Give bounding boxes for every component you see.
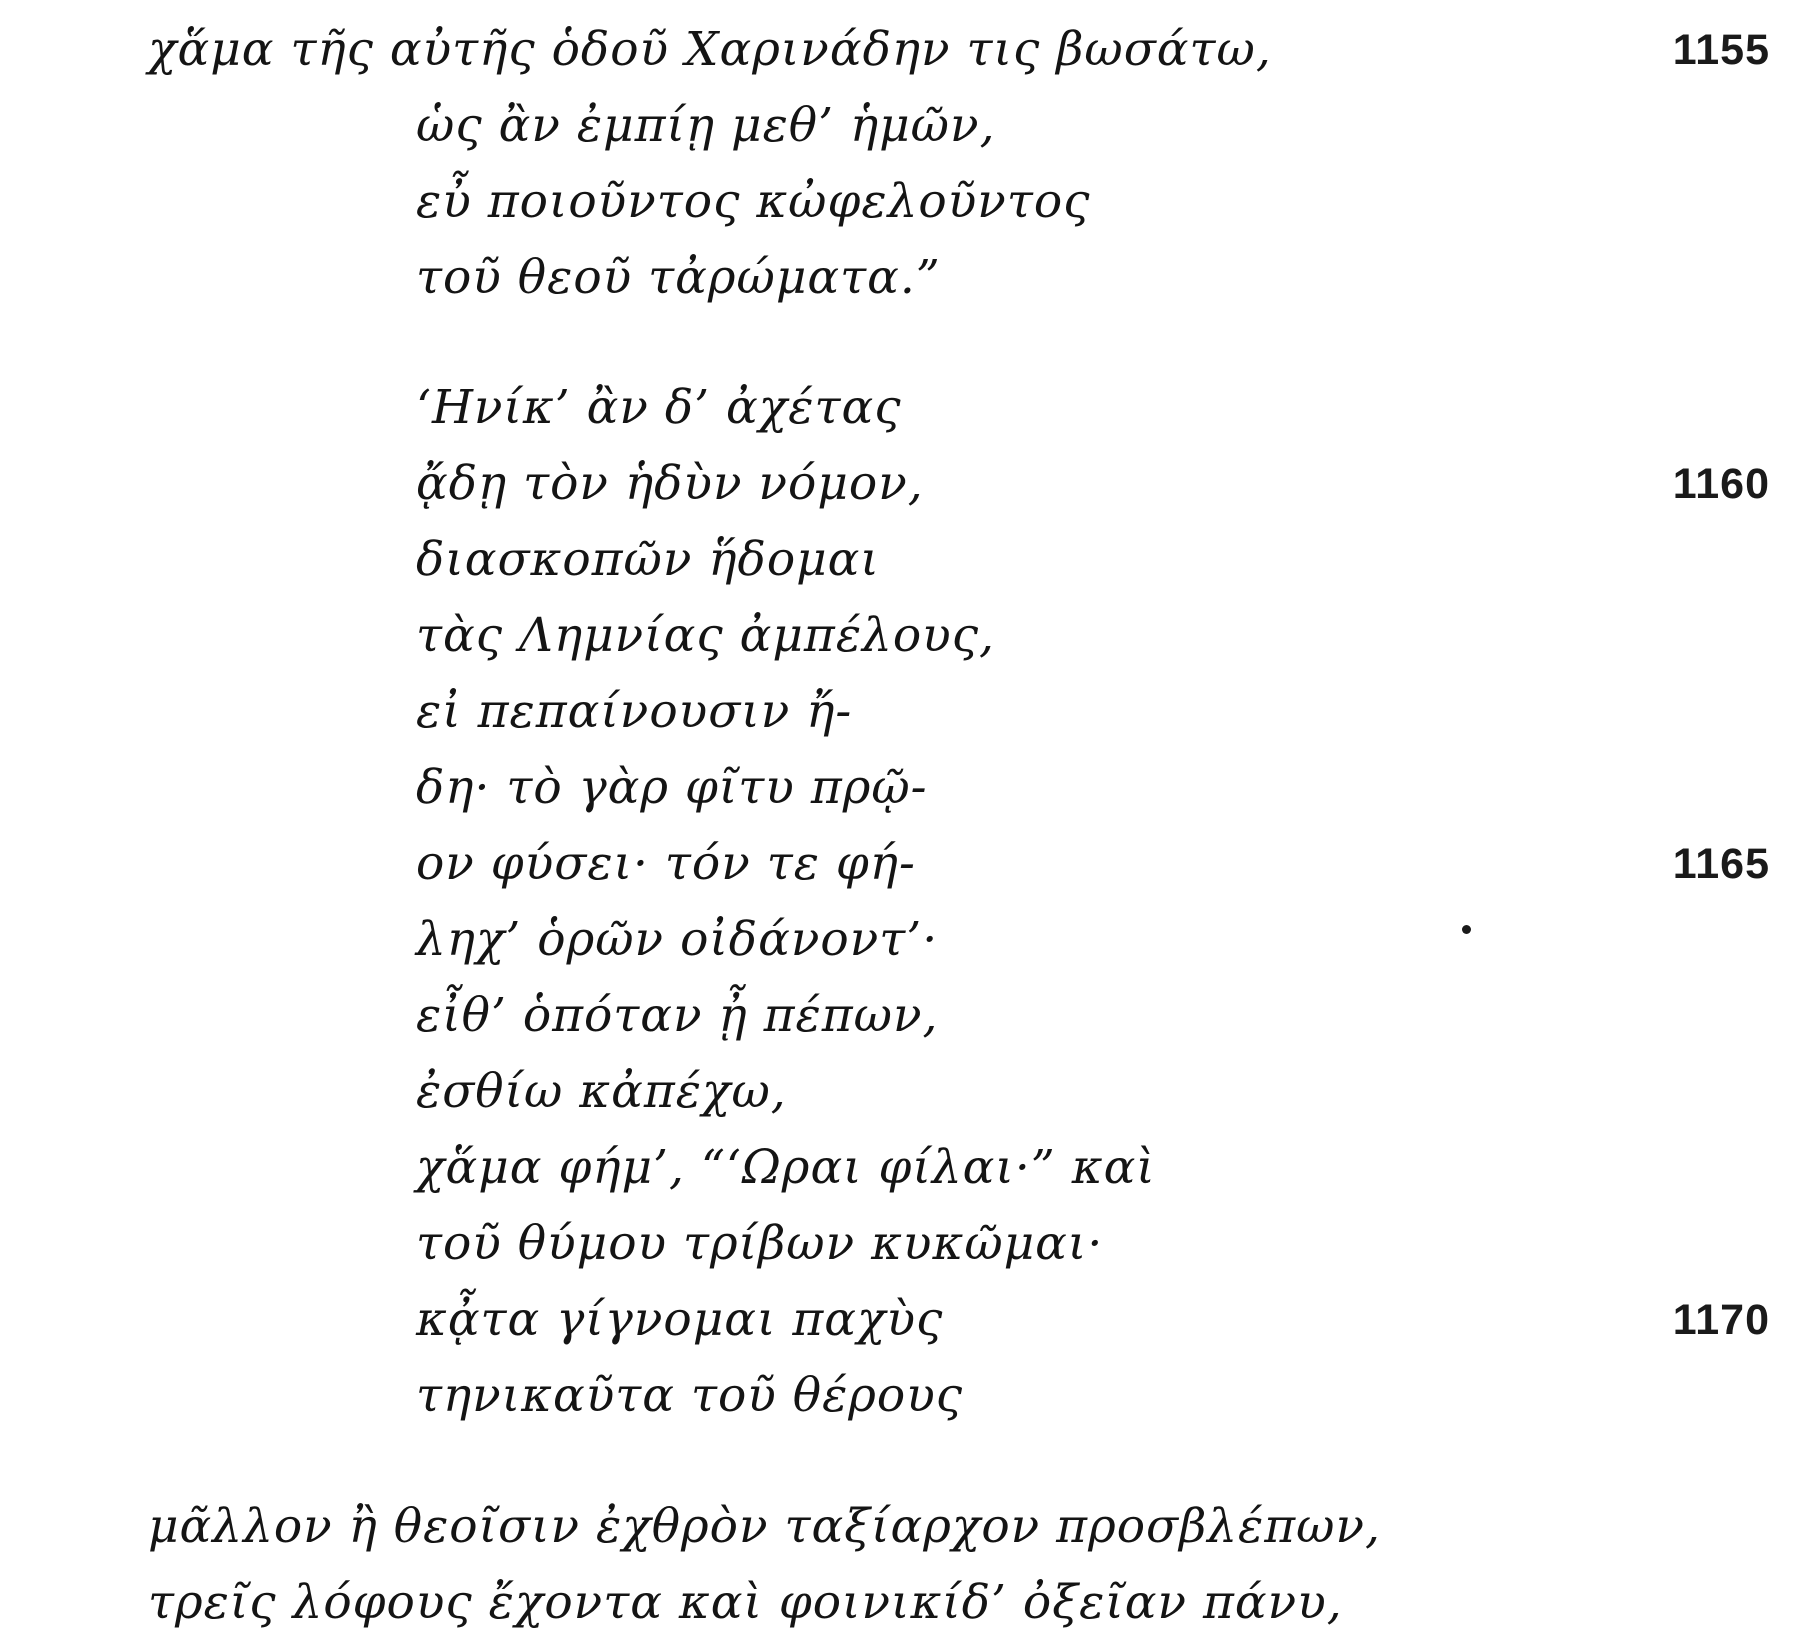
verse-line: χἅμα τῆς αὐτῆς ὁδοῦ Χαρινάδην τις βωσάτω, — [148, 22, 1272, 77]
verse-line: ον φύσει· τόν τε φή- — [416, 836, 916, 891]
verse-line: τρεῖς λόφους ἔχοντα καὶ φοινικίδ’ ὀξεῖαν πάνυ, — [148, 1575, 1343, 1630]
verse-line: τοῦ θύμου τρίβων κυκῶμαι· — [416, 1216, 1104, 1271]
verse-line: εἶθ’ ὁπόταν ᾖ πέπων, — [416, 988, 939, 1043]
verse-line: δη· τὸ γὰρ φῖτυ πρῷ- — [416, 760, 928, 815]
verse-line: τηνικαῦτα τοῦ θέρους — [416, 1368, 964, 1423]
line-number: 1160 — [1672, 460, 1770, 508]
line-number: 1170 — [1672, 1296, 1770, 1344]
verse-line: τοῦ θεοῦ τἀρώματα.” — [416, 250, 941, 305]
verse-line: ληχ’ ὁρῶν οἰδάνοντ’· — [416, 912, 939, 967]
line-number: 1165 — [1672, 840, 1770, 888]
verse-line: εἰ πεπαίνουσιν ἤ- — [416, 684, 853, 739]
ink-speck — [1462, 925, 1471, 934]
verse-line: ὡς ἂν ἐμπίῃ μεθ’ ἡμῶν, — [416, 98, 996, 153]
verse-line: τὰς Λημνίας ἀμπέλους, — [416, 608, 995, 663]
verse-line: διασκοπῶν ἥδομαι — [416, 532, 880, 587]
verse-line: χἅμα φήμ’, “‘Ωραι φίλαι·” καὶ — [416, 1140, 1156, 1195]
verse-line: κᾆτα γίγνομαι παχὺς — [416, 1292, 944, 1347]
verse-line: ἐσθίω κἀπέχω, — [416, 1064, 787, 1119]
line-number: 1155 — [1672, 26, 1770, 74]
verse-line: εὖ ποιοῦντος κὠφελοῦντος — [416, 174, 1091, 229]
verse-line: ‘Ηνίκ’ ἂν δ’ ἀχέτας — [416, 380, 902, 435]
verse-line: ᾄδῃ τὸν ἡδὺν νόμον, — [416, 456, 924, 511]
verse-line: μᾶλλον ἢ θεοῖσιν ἐχθρὸν ταξίαρχον προσβλέπων, — [148, 1499, 1381, 1554]
